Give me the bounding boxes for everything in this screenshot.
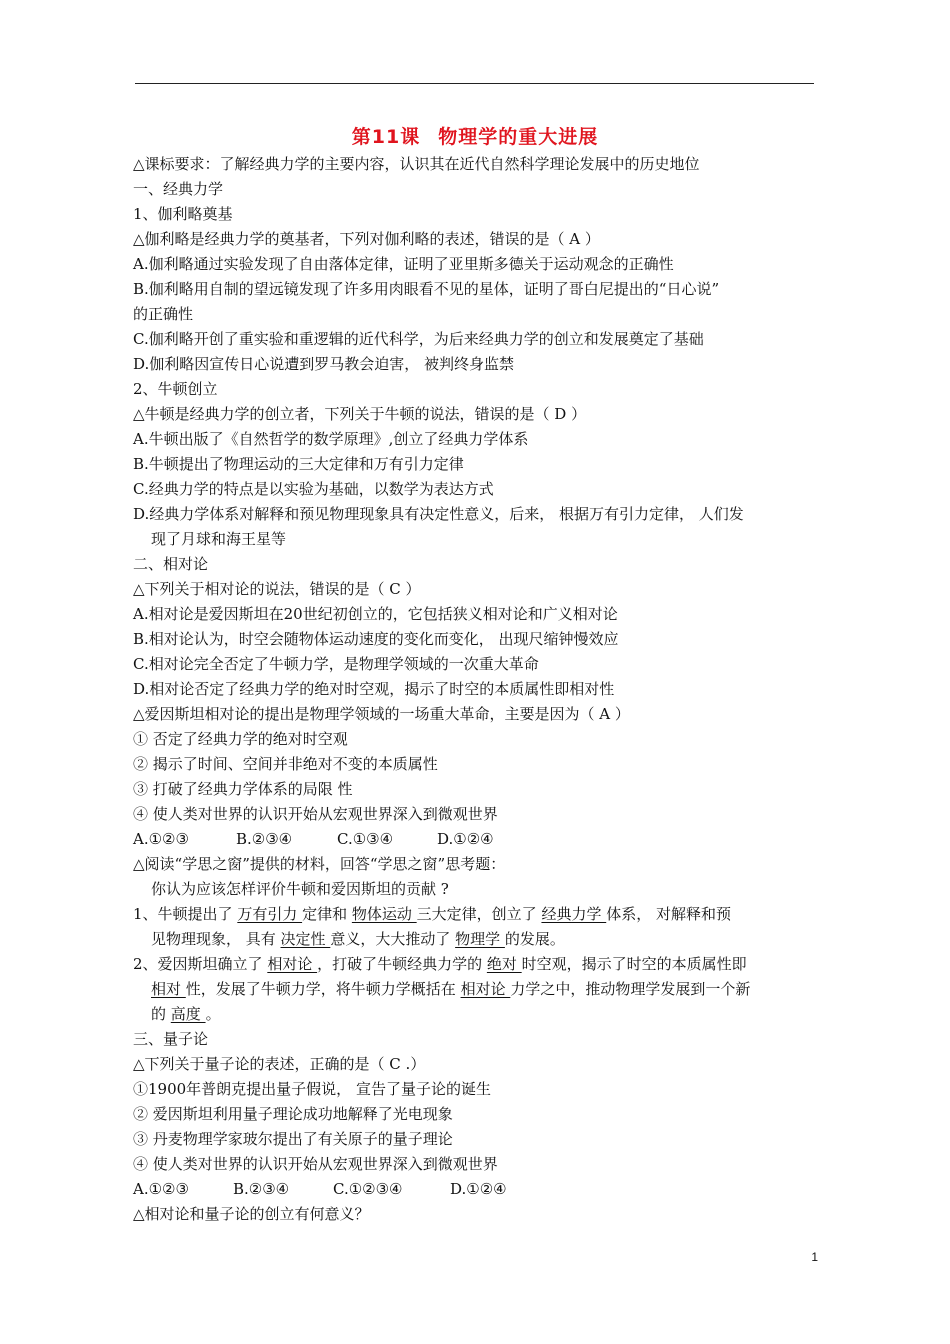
subsection-heading: 1、伽利略奠基 (133, 205, 233, 223)
option: D.伽利略因宣传日心说遭到罗马教会迫害， 被判终身监禁 (133, 355, 515, 373)
answer-2-line-2: 相对 性，发展了牛顿力学，将牛顿力学概括在 相对论 力学之中，推动物理学发展到一个新 (151, 980, 751, 998)
blank-answer: 物理学 (455, 930, 505, 948)
question: △伽利略是经典力学的奠基者，下列对伽利略的表述，错误的是（ A ） (133, 230, 600, 248)
answer-options (133, 1177, 817, 1202)
blank-answer: 绝对 (486, 955, 522, 973)
answer-options (133, 827, 817, 852)
answer-1-line-1: 1、牛顿提出了 万有引力 定律和 物体运动 三大定律，创立了 经典力学 体系， 对解释和预 (133, 905, 731, 923)
page-number: 1 (811, 1250, 818, 1264)
option: B.伽利略用自制的望远镜发现了许多用肉眼看不见的星体，证明了哥白尼提出的“日心说” (133, 280, 720, 298)
blank-answer: 相对 (151, 980, 186, 998)
option-continued: 现了月球和海王星等 (151, 530, 287, 548)
page-title (0, 122, 950, 149)
option: A.相对论是爱因斯坦在20世纪初创立的，它包括狭义相对论和广义相对论 (133, 605, 618, 623)
option-b: B.②③④ (236, 830, 293, 848)
section-heading: 三、量子论 (133, 1030, 209, 1048)
option: C.相对论完全否定了牛顿力学，是物理学领域的一次重大革命 (133, 655, 539, 673)
blank-answer: 物体运动 (351, 905, 417, 923)
subsection-heading: 2、牛顿创立 (133, 380, 218, 398)
blank-answer: 相对论 (460, 980, 511, 998)
question: △下列关于相对论的说法，错误的是（ C ） (133, 580, 421, 598)
option-a: A.①②③ (133, 830, 189, 848)
option-c: C.①③④ (337, 830, 394, 848)
option-a: A.①②③ (133, 1180, 189, 1198)
section-heading: 一、经典力学 (133, 180, 224, 198)
option-b: B.②③④ (233, 1180, 290, 1198)
blank-answer: 万有引力 (237, 905, 303, 923)
option: A.牛顿出版了《自然哲学的数学原理》,创立了经典力学体系 (133, 430, 529, 448)
option: D.经典力学体系对解释和预见物理现象具有决定性意义，后来， 根据万有引力定律， 人们发 (133, 505, 744, 523)
statement: ③ 丹麦物理学家玻尔提出了有关原子的量子理论 (133, 1130, 453, 1148)
option-c: C.①②③④ (333, 1180, 403, 1198)
question: △牛顿是经典力学的创立者，下列关于牛顿的说法，错误的是（ D ） (133, 405, 587, 423)
option: D.相对论否定了经典力学的绝对时空观，揭示了时空的本质属性即相对性 (133, 680, 615, 698)
document-body (133, 152, 817, 1227)
question: △下列关于量子论的表述，正确的是（ C .） (133, 1055, 426, 1073)
answer-1-line-2: 见物理现象， 具有 决定性 意义，大大推动了 物理学 的发展。 (151, 930, 565, 948)
blank-answer: 决定性 (280, 930, 331, 948)
option: B.相对论认为，时空会随物体运动速度的变化而变化， 出现尺缩钟慢效应 (133, 630, 619, 648)
statement: ④ 使人类对世界的认识开始从宏观世界深入到微观世界 (133, 805, 498, 823)
statement: ④ 使人类对世界的认识开始从宏观世界深入到微观世界 (133, 1155, 498, 1173)
option-continued: 的正确性 (133, 305, 194, 323)
option: A.伽利略通过实验发现了自由落体定律，证明了亚里斯多德关于运动观念的正确性 (133, 255, 674, 273)
text-line: △课标要求：了解经典力学的主要内容，认识其在近代自然科学理论发展中的历史地位 (133, 155, 700, 173)
statement: ① 否定了经典力学的绝对时空观 (133, 730, 348, 748)
statement: ② 揭示了时间、空间并非绝对不变的本质属性 (133, 755, 438, 773)
option: C.伽利略开创了重实验和重逻辑的近代科学，为后来经典力学的创立和发展奠定了基础 (133, 330, 704, 348)
option-d: D.①②④ (450, 1180, 507, 1198)
reading-prompt: △阅读“学思之窗”提供的材料，回答“学思之窗”思考题： (133, 855, 506, 873)
answer-2-line-1: 2、爱因斯坦确立了 相对论 ，打破了牛顿经典力学的 绝对 时空观，揭示了时空的本质属性即 (133, 955, 747, 973)
option-d: D.①②④ (437, 830, 494, 848)
section-heading: 二、相对论 (133, 555, 209, 573)
header-rule (135, 83, 814, 84)
statement: ③ 打破了经典力学体系的局限 性 (133, 780, 353, 798)
lesson-number: 第11课 (351, 126, 421, 148)
answer-2-line-3: 的 高度 。 (151, 1005, 221, 1023)
blank-answer: 相对论 (267, 955, 318, 973)
question: △爱因斯坦相对论的提出是物理学领域的一场重大革命，主要是因为（ A ） (133, 705, 630, 723)
final-question: △相对论和量子论的创立有何意义？ (133, 1205, 370, 1223)
statement: ①1900年普朗克提出量子假说， 宣告了量子论的诞生 (133, 1080, 491, 1098)
statement: ② 爱因斯坦利用量子理论成功地解释了光电现象 (133, 1105, 453, 1123)
blank-answer: 经典力学 (541, 905, 607, 923)
reading-question: 你认为应该怎样评价牛顿和爱因斯坦的贡献 ? (151, 880, 449, 898)
lesson-name: 物理学的重大进展 (438, 126, 599, 148)
blank-answer: 高度 (170, 1005, 206, 1023)
option: B.牛顿提出了物理运动的三大定律和万有引力定律 (133, 455, 464, 473)
option: C.经典力学的特点是以实验为基础，以数学为表达方式 (133, 480, 494, 498)
